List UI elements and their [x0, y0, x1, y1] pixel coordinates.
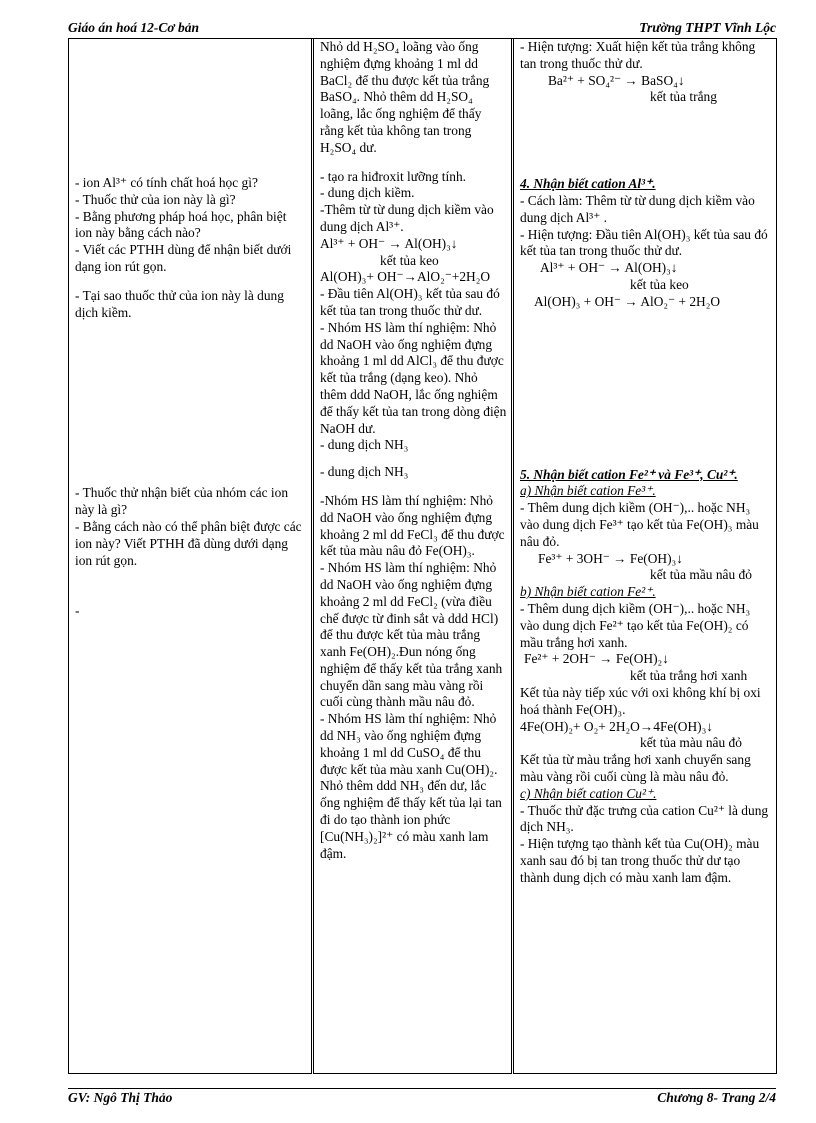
content-text: - Thêm dung dịch kiềm (OH⁻),.. hoặc NH₃ vào dung dịch Fe³⁺ tạo kết tủa Fe(OH)₃ màu nâu đỏ. — [520, 500, 759, 549]
question: - Thuốc thử nhận biết của nhóm các ion này là gì? — [75, 485, 289, 518]
header-left: Giáo án hoá 12-Cơ bản — [68, 20, 200, 35]
equation: Ba²⁺ + SO₄²⁻ → BaSO₄↓ — [548, 72, 685, 88]
question: - Thuốc thử của ion này là gì? — [75, 191, 236, 207]
activity-text: - dung dịch kiềm. — [320, 185, 415, 201]
equation-note: kết tủa keo — [380, 252, 439, 268]
content-text: - Hiện tượng tạo thành kết tủa Cu(OH)₂ màu xanh sau đó bị tan trong thuốc thử dư tạo thành dung dịch có màu xanh lam đậm. — [520, 836, 760, 885]
student-activities-column — [313, 39, 513, 1074]
subsection-heading: a) Nhận biết cation Fe³⁺. — [520, 483, 656, 499]
content-text: - Cách làm: Thêm từ từ dung dịch kiềm vào dung dịch Al³⁺ . — [520, 192, 755, 225]
equation: Al(OH)₃ + OH⁻ → AlO₂⁻ + 2H₂O — [534, 293, 721, 309]
page-footer — [68, 1088, 776, 1107]
question: - Tại sao thuốc thử của ion này là dung dịch kiềm. — [75, 287, 284, 320]
activity-text: - tạo ra hiđroxit lưỡng tính. — [320, 168, 466, 184]
question: - Viết các PTHH dùng để nhận biết dưới dạng ion rút gọn. — [75, 242, 292, 274]
activity-text: - Nhóm HS làm thí nghiệm: Nhỏ dd NaOH vào ống nghiệm đựng khoảng 2 ml dd FeCl₂ (vừa điều chế được từ đinh sắt và ddd HCl) để thu được kết tủa màu trắng xanh Fe(OH)₂.Đun nóng ống nghiệm để thấy kết tủa trắng xanh chuyển dần sang màu vàng rồi cuối cùng thành mầu nâu đỏ. — [320, 560, 503, 710]
footer-left: GV: Ngô Thị Thảo — [68, 1090, 173, 1105]
question: - Bằng cách nào có thể phân biệt được các ion này? Viết PTHH đã dùng dưới dạng ion rút gọn. — [75, 518, 302, 568]
section-heading: 5. Nhận biết cation Fe²⁺ và Fe³⁺, Cu²⁺. — [520, 466, 738, 482]
lesson-content-column — [513, 39, 777, 1074]
equation: 4Fe(OH)₂+ O₂+ 2H₂O→4Fe(OH)₃↓ — [520, 718, 713, 734]
equation: Al³⁺ + OH⁻ → Al(OH)₃↓ — [320, 235, 458, 251]
subsection-heading: c) Nhận biết cation Cu²⁺. — [520, 785, 657, 801]
content-text: Kết tủa này tiếp xúc với oxi không khí bị oxi hoá thành Fe(OH)₃. — [520, 684, 761, 717]
activity-text: - dung dịch NH₃ — [320, 464, 409, 480]
equation-note: kết tủa trắng hơi xanh — [630, 668, 748, 684]
page-header — [68, 20, 776, 39]
activity-text: -Thêm từ từ dung dịch kiềm vào dung dịch Al³⁺. — [320, 202, 494, 234]
activity-text: - Đầu tiên Al(OH)₃ kết tủa sau đó kết tủa tan trong thuốc thử dư. — [320, 286, 500, 318]
content-text: - Hiện tượng: Xuất hiện kết tủa trắng không tan trong thuốc thử dư. — [520, 39, 756, 71]
equation: Al³⁺ + OH⁻ → Al(OH)₃↓ — [540, 260, 678, 276]
subsection-heading: b) Nhận biết cation Fe²⁺. — [520, 584, 656, 600]
question: - ion Al³⁺ có tính chất hoá học gì? — [75, 175, 258, 190]
equation-note: kết tủa trắng — [650, 89, 717, 105]
activity-text: -Nhóm HS làm thí nghiệm: Nhỏ dd NaOH vào ống nghiệm đựng khoảng 2 ml dd FeCl₃ để thu được kết tủa màu nâu đỏ Fe(OH)₃. — [320, 492, 505, 559]
section-heading: 4. Nhận biết cation Al³⁺. — [520, 176, 656, 192]
activity-text: - Nhóm HS làm thí nghiệm: Nhỏ dd NaOH vào ống nghiệm đựng khoảng 1 ml dd AlCl₃ để thu được kết tủa trắng (dạng keo). Nhỏ thêm ddd NaOH, lắc ống nghiệm để thấy kết tủa tan trong dòng điện NaOH dư. — [320, 319, 507, 436]
content-text: - Thêm dung dịch kiềm (OH⁻),.. hoặc NH₃ vào dung dịch Fe²⁺ tạo kết tủa Fe(OH)₂ có mầu trắng hơi xanh. — [520, 600, 751, 650]
content-text: - Thuốc thử đặc trưng của cation Cu²⁺ là dung dịch NH₃. — [520, 802, 769, 835]
equation: Al(OH)₃+ OH⁻→AlO₂⁻+2H₂O — [320, 269, 491, 285]
activity-text: - Nhóm HS làm thí nghiệm: Nhỏ dd NH₃ vào ống nghiệm đựng khoảng 1 ml dd CuSO₄ để thu được kết tủa màu xanh Cu(OH)₂. Nhỏ thêm ddd NH₃ đến dư, lắc ống nghiệm để thấy kết tủa lại tan đi do tạo thành ion phức [Cu(NH₃)₂]²⁺ có màu xanh lam đậm. — [320, 711, 502, 861]
equation-note: kết tủa mầu nâu đỏ — [650, 567, 752, 583]
equation: Fe³⁺ + 3OH⁻ → Fe(OH)₃↓ — [538, 550, 683, 566]
footer-right: Chương 8- Trang 2/4 — [657, 1090, 776, 1105]
header-right: Trường THPT Vĩnh Lộc — [639, 20, 776, 35]
lesson-table — [68, 38, 777, 1074]
content-text: - Hiện tượng: Đầu tiên Al(OH)₃ kết tủa sau đó kết tủa tan trong thuốc thử dư. — [520, 226, 768, 259]
equation: Fe²⁺ + 2OH⁻ → Fe(OH)₂↓ — [524, 651, 669, 667]
question: - — [75, 603, 80, 619]
activity-text: - dung dịch NH₃ — [320, 437, 409, 453]
question: - Bằng phương pháp hoá học, phân biệt ion này bằng cách nào? — [75, 208, 287, 241]
activity-text: Nhỏ dd H₂SO₄ loãng vào ống nghiệm đựng khoảng 1 ml dd BaCl₂ để thu được kết tủa trắng BaSO₄. Nhỏ thêm dd H₂SO₄ loãng, lắc ống nghiệm để thấy rằng kết tủa không tan trong H₂SO₄ dư. — [320, 39, 490, 155]
equation-note: kết tủa màu nâu đỏ — [640, 735, 742, 751]
content-text: Kết tủa từ màu trắng hơi xanh chuyển sang màu vàng rồi cuối cùng là màu nâu đỏ. — [520, 752, 751, 784]
teacher-questions-column — [69, 39, 313, 1074]
equation-note: kết tủa keo — [630, 276, 689, 292]
